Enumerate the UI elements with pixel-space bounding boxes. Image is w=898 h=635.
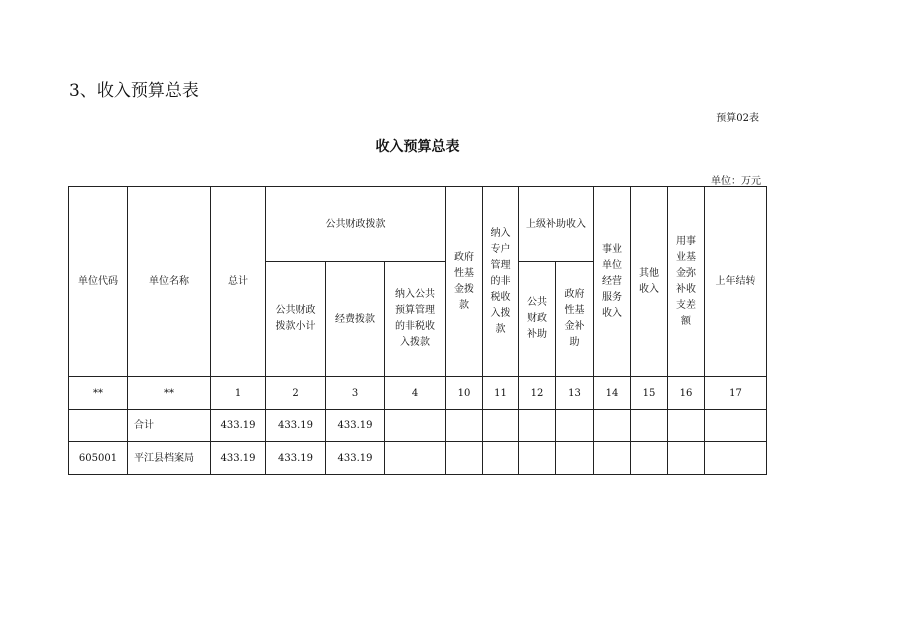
table-row bbox=[69, 410, 767, 442]
header-other-income bbox=[631, 187, 668, 377]
header-public-finance-subtotal-text: 公共财政拨款小计 bbox=[275, 305, 316, 332]
row-total: 433.19 bbox=[211, 442, 266, 475]
form-code: 预算02表 bbox=[716, 113, 759, 124]
index-cell: 4 bbox=[385, 377, 446, 410]
row-operating: 433.19 bbox=[326, 442, 385, 475]
header-prior-year-carryover: 上年结转 bbox=[705, 187, 767, 377]
document-title: 收入预算总表 bbox=[375, 139, 460, 155]
row-operating: 433.19 bbox=[326, 410, 385, 442]
header-business-operating-income-text: 事业单位经营服务收入 bbox=[602, 243, 623, 319]
header-public-finance-group: 公共财政拨款 bbox=[266, 187, 446, 262]
empty-cell bbox=[385, 410, 446, 442]
header-public-finance-subsidy bbox=[519, 262, 556, 377]
index-cell: 12 bbox=[519, 377, 556, 410]
index-cell: 13 bbox=[556, 377, 594, 410]
index-cell: 1 bbox=[211, 377, 266, 410]
empty-cell bbox=[446, 410, 483, 442]
header-gov-fund-subsidy-text: 政府性基金补助 bbox=[564, 289, 585, 348]
header-superior-subsidy-group: 上级补助收入 bbox=[519, 187, 594, 262]
header-special-account-nontax bbox=[483, 187, 519, 377]
row-code: 605001 bbox=[69, 442, 128, 475]
header-operating-appropriation: 经费拨款 bbox=[326, 262, 385, 377]
empty-cell bbox=[668, 410, 705, 442]
index-cell: 11 bbox=[483, 377, 519, 410]
index-cell: ** bbox=[128, 377, 211, 410]
empty-cell bbox=[519, 442, 556, 475]
header-total: 总计 bbox=[211, 187, 266, 377]
index-cell: 3 bbox=[326, 377, 385, 410]
row-total: 433.19 bbox=[211, 410, 266, 442]
income-budget-table bbox=[68, 186, 767, 475]
section-heading: 3、收入预算总表 bbox=[69, 81, 199, 101]
header-gov-fund-subsidy bbox=[556, 262, 594, 377]
header-public-finance-subsidy-text: 公共财政补助 bbox=[527, 297, 548, 340]
header-row-1 bbox=[69, 187, 767, 262]
index-cell: 10 bbox=[446, 377, 483, 410]
header-nontax-budget-managed-text: 纳入公共预算管理的非税收入拨款 bbox=[395, 289, 435, 348]
header-nontax-budget-managed bbox=[385, 262, 446, 377]
index-cell: ** bbox=[69, 377, 128, 410]
empty-cell bbox=[483, 442, 519, 475]
empty-cell bbox=[631, 410, 668, 442]
header-special-account-nontax-text: 纳入专户管理的非税收入拨款 bbox=[490, 227, 511, 335]
header-business-operating-income bbox=[594, 187, 631, 377]
index-cell: 16 bbox=[668, 377, 705, 410]
header-public-finance-subtotal bbox=[266, 262, 326, 377]
row-name: 合计 bbox=[128, 410, 211, 442]
empty-cell bbox=[556, 442, 594, 475]
header-fund-deficit-cover-text: 用事业基金弥补收支差额 bbox=[676, 235, 697, 327]
empty-cell bbox=[385, 442, 446, 475]
row-subtotal: 433.19 bbox=[266, 410, 326, 442]
index-cell: 17 bbox=[705, 377, 767, 410]
index-cell: 2 bbox=[266, 377, 326, 410]
empty-cell bbox=[483, 410, 519, 442]
header-unit-name: 单位名称 bbox=[128, 187, 211, 377]
row-code bbox=[69, 410, 128, 442]
index-row bbox=[69, 377, 767, 410]
table-row bbox=[69, 442, 767, 475]
empty-cell bbox=[705, 442, 767, 475]
empty-cell bbox=[556, 410, 594, 442]
row-subtotal: 433.19 bbox=[266, 442, 326, 475]
empty-cell bbox=[519, 410, 556, 442]
index-cell: 14 bbox=[594, 377, 631, 410]
header-other-income-text: 其他收入 bbox=[639, 267, 660, 295]
header-gov-fund-appropriation-text: 政府性基金拨款 bbox=[454, 251, 475, 311]
empty-cell bbox=[631, 442, 668, 475]
unit-note: 单位：万元 bbox=[711, 176, 761, 187]
empty-cell bbox=[705, 410, 767, 442]
header-unit-code: 单位代码 bbox=[69, 187, 128, 377]
empty-cell bbox=[594, 410, 631, 442]
empty-cell bbox=[446, 442, 483, 475]
empty-cell bbox=[594, 442, 631, 475]
empty-cell bbox=[668, 442, 705, 475]
row-name: 平江县档案局 bbox=[128, 442, 211, 475]
index-cell: 15 bbox=[631, 377, 668, 410]
header-fund-deficit-cover bbox=[668, 187, 705, 377]
header-gov-fund-appropriation bbox=[446, 187, 483, 377]
